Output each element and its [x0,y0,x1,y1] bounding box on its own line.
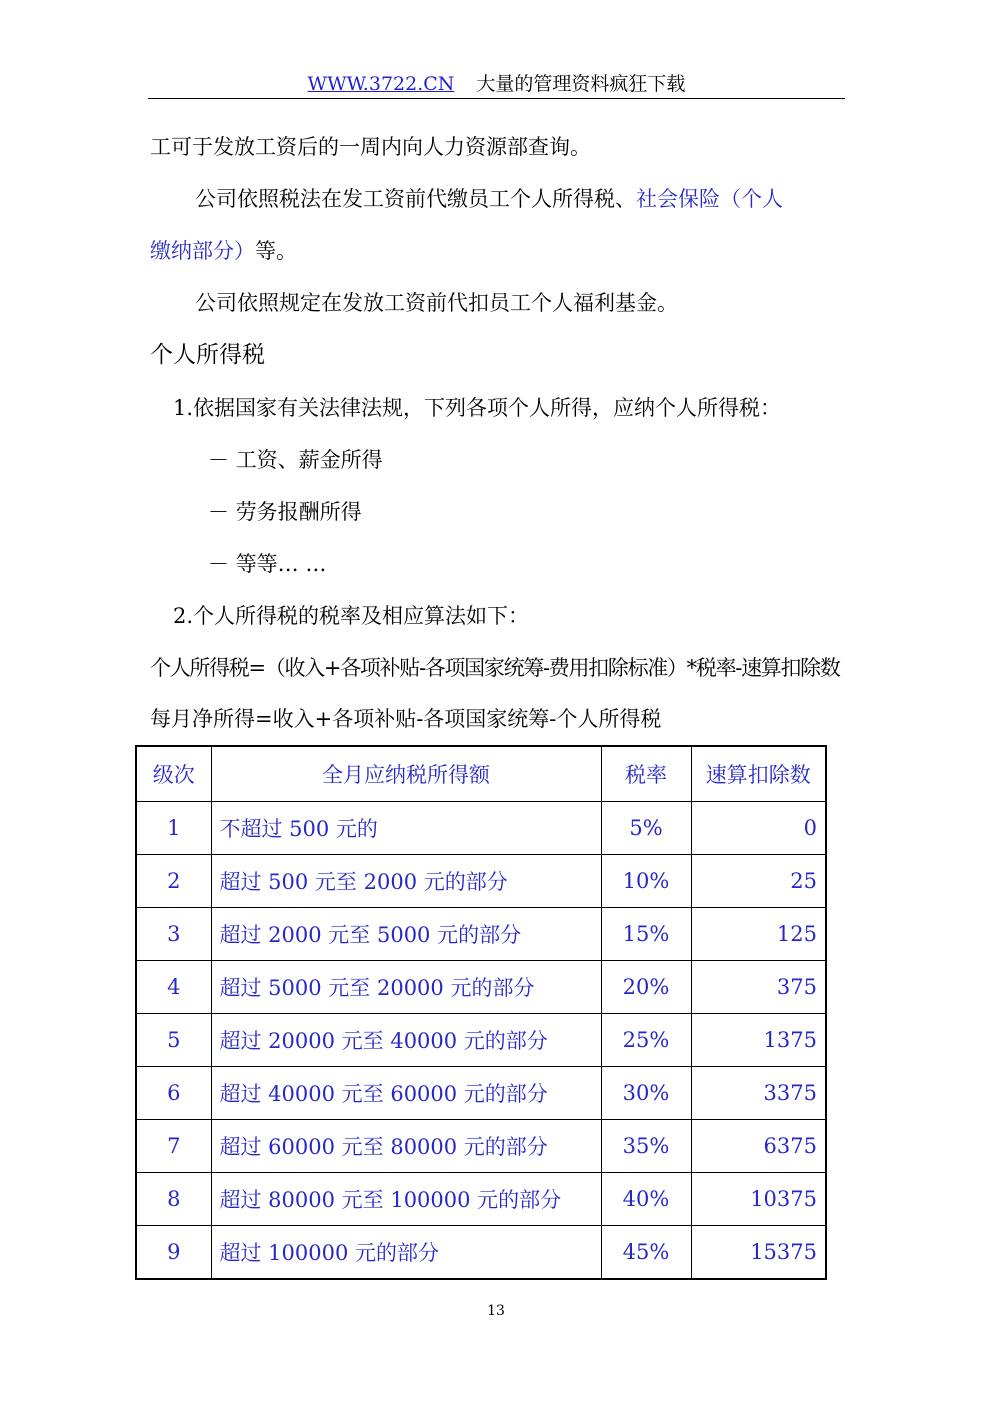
cell-income-range: 超过 2000 元至 5000 元的部分 [211,908,601,961]
cell-level: 7 [136,1120,211,1173]
cell-deduction: 6375 [691,1120,826,1173]
site-link[interactable]: WWW.3722.CN [307,73,455,95]
cell-level: 6 [136,1067,211,1120]
table-row [136,1120,826,1173]
bullet-item [208,445,383,475]
header-quick-deduction: 速算扣除数 [691,746,826,802]
table-row [136,908,826,961]
dash-marker: － [208,552,229,576]
cell-level: 2 [136,855,211,908]
cell-deduction: 25 [691,855,826,908]
table-header-row [136,746,826,802]
tax-rate-table [135,745,827,1280]
social-insurance-link-cont[interactable]: 缴纳部分） [150,239,255,263]
table-row [136,802,826,855]
page-number: 13 [487,1303,505,1319]
table-row [136,1067,826,1120]
cell-rate: 45% [601,1226,691,1280]
cell-rate: 40% [601,1173,691,1226]
cell-level: 1 [136,802,211,855]
cell-income-range: 超过 20000 元至 40000 元的部分 [211,1014,601,1067]
page-header [148,70,845,98]
dash-marker: － [208,500,229,524]
paragraph-tax-social [195,184,783,214]
cell-income-range: 超过 60000 元至 80000 元的部分 [211,1120,601,1173]
formula-tax: 个人所得税=（收入+各项补贴-各项国家统筹-费用扣除标准）*税率-速算扣除数 [150,656,840,680]
paragraph-tax-social-cont [150,236,297,266]
dash-marker: － [208,448,229,472]
cell-level: 5 [136,1014,211,1067]
cell-level: 9 [136,1226,211,1280]
table-row [136,1226,826,1280]
cell-income-range: 超过 80000 元至 100000 元的部分 [211,1173,601,1226]
cell-rate: 20% [601,961,691,1014]
cell-level: 8 [136,1173,211,1226]
cell-level: 4 [136,961,211,1014]
bullet-item [208,549,326,579]
cell-rate: 25% [601,1014,691,1067]
table-row [136,1014,826,1067]
cell-rate: 30% [601,1067,691,1120]
cell-income-range: 超过 500 元至 2000 元的部分 [211,855,601,908]
formula-net-income: 每月净所得=收入+各项补贴-各项国家统筹-个人所得税 [150,707,662,731]
header-taxable-income: 全月应纳税所得额 [211,746,601,802]
section-title: 个人所得税 [150,342,265,368]
cell-income-range: 超过 100000 元的部分 [211,1226,601,1280]
cell-deduction: 15375 [691,1226,826,1280]
bullet-item [208,497,362,527]
cell-rate: 5% [601,802,691,855]
cell-deduction: 3375 [691,1067,826,1120]
cell-income-range: 超过 5000 元至 20000 元的部分 [211,961,601,1014]
header-divider [148,98,845,99]
cell-deduction: 125 [691,908,826,961]
header-level: 级次 [136,746,211,802]
cell-income-range: 超过 40000 元至 60000 元的部分 [211,1067,601,1120]
bullet-text: 劳务报酬所得 [235,500,362,524]
social-insurance-link[interactable]: 社会保险（个人 [636,187,783,211]
paragraph-continuation: 工可于发放工资后的一周内向人力资源部查询。 [150,135,591,159]
cell-deduction: 10375 [691,1173,826,1226]
paragraph-welfare-fund: 公司依照规定在发放工资前代扣员工个人福利基金。 [195,291,678,315]
table-row [136,961,826,1014]
list-item-2: 2.个人所得税的税率及相应算法如下： [173,604,530,628]
cell-rate: 10% [601,855,691,908]
list-item-1: 1.依据国家有关法律法规，下列各项个人所得，应纳个人所得税： [173,396,782,420]
cell-rate: 35% [601,1120,691,1173]
cell-deduction: 1375 [691,1014,826,1067]
cell-rate: 15% [601,908,691,961]
cell-income-range: 不超过 500 元的 [211,802,601,855]
paragraph-text: 公司依照税法在发工资前代缴员工个人所得税、 [195,187,636,211]
table-row [136,1173,826,1226]
table-row [136,855,826,908]
cell-deduction: 0 [691,802,826,855]
cell-level: 3 [136,908,211,961]
header-tax-rate: 税率 [601,746,691,802]
bullet-text: 等等… … [235,552,327,576]
cell-deduction: 375 [691,961,826,1014]
bullet-text: 工资、薪金所得 [235,448,383,472]
paragraph-text: 等。 [255,239,297,263]
header-tagline: 大量的管理资料疯狂下载 [476,73,686,95]
